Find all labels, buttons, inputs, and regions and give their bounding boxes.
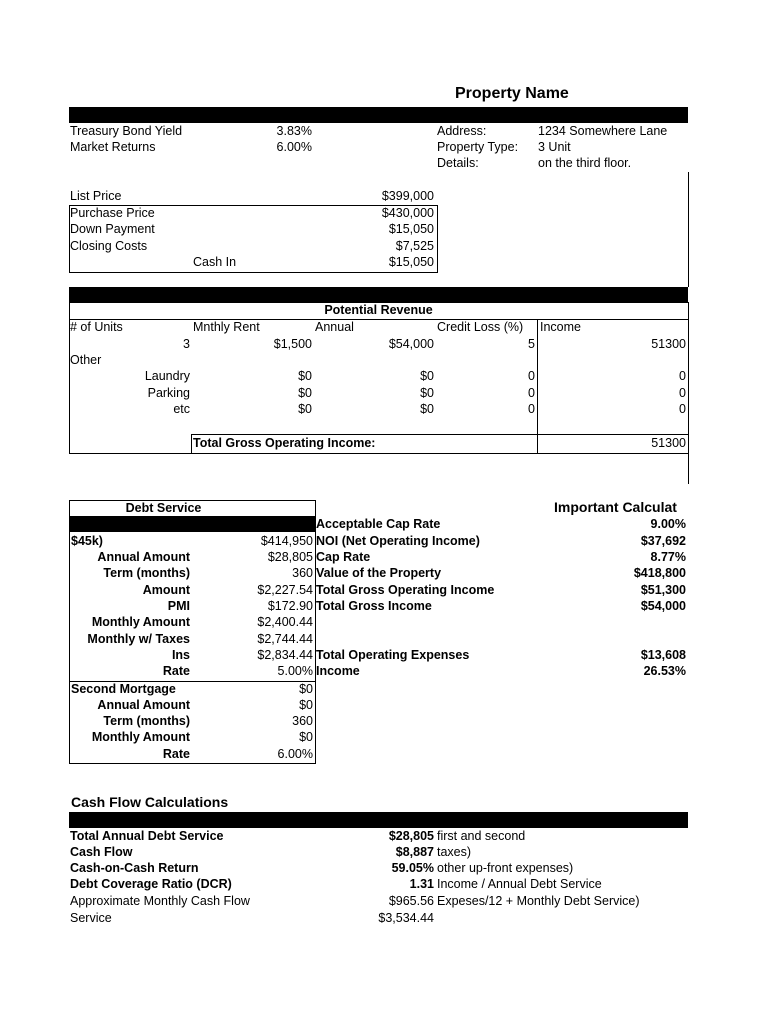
revenue-annual: $54,000 [388,337,434,351]
revenue-other-credit-etc: 0 [528,402,535,416]
revenue-other-income-parking: 0 [679,386,686,400]
debt-value-monthly-taxes: $2,744.44 [257,632,313,646]
property-address-label: Address: [437,124,487,138]
revenue-other-credit-laundry: 0 [528,369,535,383]
revenue-bar [69,287,688,302]
cashflow-value-monthly: $965.56 [388,894,434,908]
revenue-other-label: Other [70,353,102,367]
purchase-price-label: Purchase Price [70,206,155,220]
second-label-annual-amount: Annual Amount [97,698,190,712]
revenue-other-annual-parking: $0 [420,386,434,400]
calc-value-gross-income: $54,000 [640,599,686,613]
debt-label-amount: Amount [142,583,190,597]
calc-label-noi: NOI (Net Operating Income) [316,534,480,548]
revenue-income: 51300 [651,337,686,351]
cashflow-bar [69,812,688,828]
second-value-monthly-amount: $0 [299,730,313,744]
cashflow-label-service: Service [70,911,112,925]
calc-label-operating-expenses: Total Operating Expenses [316,648,470,662]
revenue-header-income: Income [540,320,581,334]
calc-label-property-value: Value of the Property [316,566,442,580]
property-details-label: Details: [437,156,479,170]
market-label-treasury: Treasury Bond Yield [70,124,183,138]
market-value-treasury: 3.83% [276,124,312,138]
calc-value-gross-operating-income: $51,300 [640,583,686,597]
debt-value-term: 360 [292,566,313,580]
calc-value-cap-rate: 8.77% [650,550,686,564]
list-price-label: List Price [70,189,122,203]
cashflow-value-coc-return: 59.05% [391,861,434,875]
cashflow-label-cash-flow: Cash Flow [70,845,133,859]
revenue-total-label: Total Gross Operating Income: [193,436,376,450]
closing-costs-value: $7,525 [395,239,434,253]
second-value-term: 360 [292,714,313,728]
revenue-other-label-etc: etc [173,402,190,416]
calc-label-gross-income: Total Gross Income [316,599,432,613]
cashflow-note-coc-return: other up-front expenses) [437,861,574,875]
debt-value-rate: 5.00% [277,664,313,678]
property-type-label: Property Type: [437,140,519,154]
second-value-annual-amount: $0 [299,698,313,712]
cashflow-value-cash-flow: $8,887 [395,845,434,859]
debt-label-pmi: PMI [167,599,190,613]
second-label-term: Term (months) [103,714,190,728]
revenue-header-credit: Credit Loss (%) [437,320,524,334]
closing-costs-label: Closing Costs [70,239,148,253]
second-mortgage-title-value: $0 [299,682,313,696]
debt-label-monthly-taxes: Monthly w/ Taxes [87,632,190,646]
debt-value-monthly-amount: $2,400.44 [257,615,313,629]
cashflow-label-debt-service: Total Annual Debt Service [70,829,224,843]
cash-in-value: $15,050 [388,255,434,269]
purchase-price-value: $430,000 [381,206,434,220]
revenue-other-income-etc: 0 [679,402,686,416]
down-payment-label: Down Payment [70,222,155,236]
right-border-top [688,172,689,287]
property-details-value: on the third floor. [538,156,632,170]
property-type-value: 3 Unit [538,140,571,154]
market-value-returns: 6.00% [276,140,312,154]
revenue-other-label-parking: Parking [147,386,190,400]
revenue-title-line [69,319,689,320]
revenue-other-annual-laundry: $0 [420,369,434,383]
revenue-other-rent-laundry: $0 [298,369,312,383]
calc-value-acceptable-cap-rate: 9.00% [650,517,686,531]
calc-label-income: Income [316,664,360,678]
cashflow-label-coc-return: Cash-on-Cash Return [70,861,199,875]
cashflow-note-debt-service: first and second [437,829,526,843]
debt-title: Debt Service [125,501,202,515]
revenue-title: Potential Revenue [324,303,433,317]
calc-value-operating-expenses: $13,608 [640,648,686,662]
cash-in-label: Cash In [193,255,237,269]
cashflow-note-dcr: Income / Annual Debt Service [437,877,602,891]
cashflow-note-monthly: Expeses/12 + Monthly Debt Service) [437,894,640,908]
calc-value-property-value: $418,800 [633,566,686,580]
revenue-header-annual: Annual [315,320,354,334]
header-bar [69,107,688,123]
debt-label-monthly-amount: Monthly Amount [91,615,190,629]
revenue-total-value: 51300 [651,436,686,450]
list-price-value: $399,000 [381,189,434,203]
revenue-rent: $1,500 [273,337,312,351]
cashflow-value-service: $3,534.44 [378,911,434,925]
revenue-other-income-laundry: 0 [679,369,686,383]
revenue-header-rent: Mnthly Rent [193,320,260,334]
second-label-rate: Rate [162,747,190,761]
debt-value-ins: $2,834.44 [257,648,313,662]
cashflow-value-debt-service: $28,805 [388,829,434,843]
cashflow-label-dcr: Debt Coverage Ratio (DCR) [70,877,232,891]
second-label-monthly-amount: Monthly Amount [91,730,190,744]
revenue-other-label-laundry: Laundry [144,369,190,383]
revenue-other-rent-etc: $0 [298,402,312,416]
revenue-other-annual-etc: $0 [420,402,434,416]
debt-value-annual-amount: $28,805 [267,550,313,564]
right-border-mid [688,454,689,484]
revenue-units: 3 [183,337,190,351]
second-value-rate: 6.00% [277,747,313,761]
calculations-title: Important Calculat [554,499,677,515]
revenue-other-rent-parking: $0 [298,386,312,400]
debt-value-amount: $2,227.54 [257,583,313,597]
cashflow-label-monthly: Approximate Monthly Cash Flow [70,894,250,908]
debt-label-term: Term (months) [103,566,190,580]
revenue-other-credit-parking: 0 [528,386,535,400]
page-title: Property Name [455,85,569,102]
calc-label-cap-rate: Cap Rate [316,550,371,564]
debt-label-annual-amount: Annual Amount [97,550,190,564]
property-address-value: 1234 Somewhere Lane [538,124,668,138]
second-mortgage-title: Second Mortgage [71,682,176,696]
debt-label-ins: Ins [171,648,190,662]
cashflow-value-dcr: 1.31 [409,877,434,891]
market-label-returns: Market Returns [70,140,156,154]
calc-label-acceptable-cap-rate: Acceptable Cap Rate [316,517,441,531]
cashflow-title: Cash Flow Calculations [71,794,229,810]
debt-first-label: $45k) [71,534,103,548]
debt-label-rate: Rate [162,664,190,678]
debt-first-value: $414,950 [260,534,313,548]
calc-label-gross-operating-income: Total Gross Operating Income [316,583,495,597]
revenue-header-units: # of Units [70,320,123,334]
debt-value-pmi: $172.90 [267,599,313,613]
revenue-credit: 5 [528,337,535,351]
debt-bar [69,516,315,532]
cashflow-note-cash-flow: taxes) [437,845,472,859]
down-payment-value: $15,050 [388,222,434,236]
calc-value-noi: $37,692 [640,534,686,548]
calc-value-income: 26.53% [643,664,686,678]
